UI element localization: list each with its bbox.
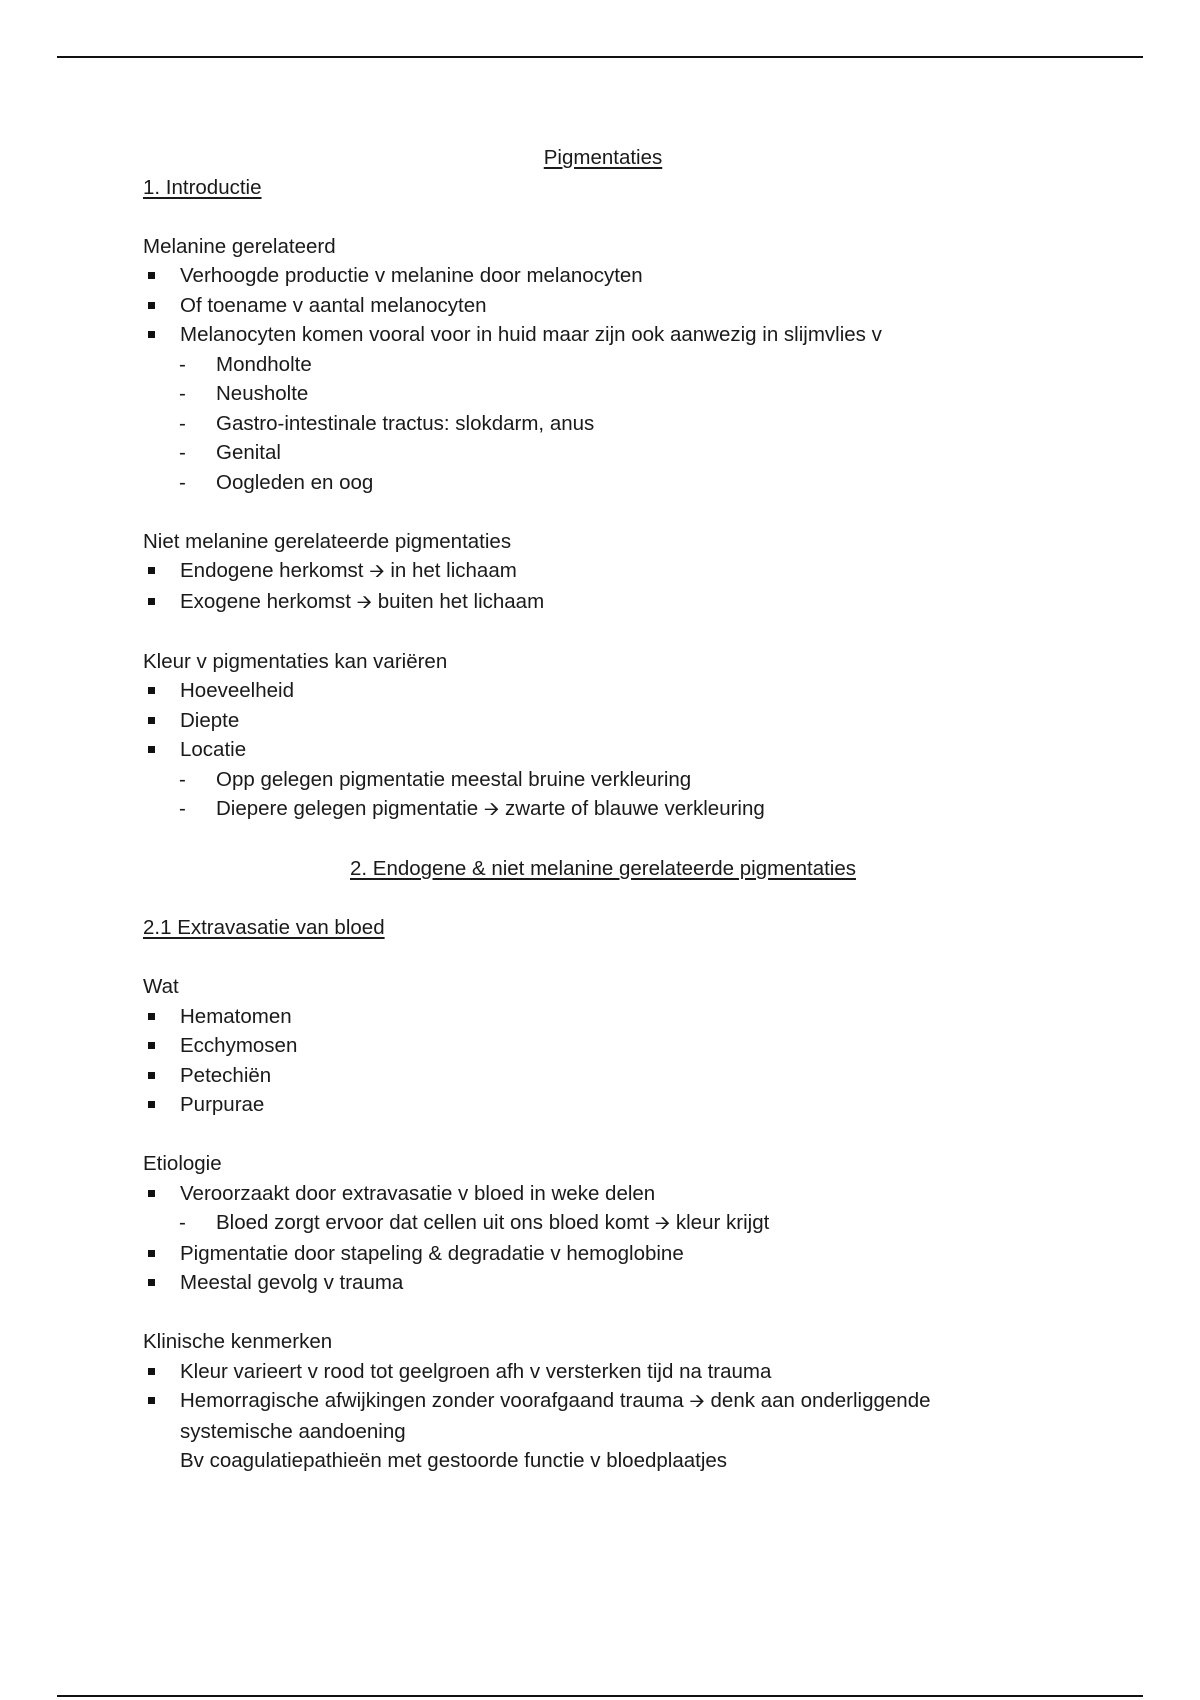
header-rule — [57, 56, 1143, 58]
sub-list-item-text: Gastro-intestinale tractus: slokdarm, anus — [216, 411, 595, 435]
list-item: Veroorzaakt door extravasatie v bloed in weke delen — [143, 1179, 1063, 1209]
sub-list-item-text: Oogleden en oog — [216, 470, 374, 494]
sub-list-item-text: Neusholte — [216, 382, 309, 405]
list-item-text: Exogene herkomst — [180, 589, 351, 613]
list-item: Purpurae — [143, 1090, 1063, 1120]
paragraph-label: Melanine gerelateerd — [143, 234, 336, 258]
document-title — [143, 143, 1063, 173]
arrow-icon: 🡪 — [356, 590, 373, 613]
list-item-text: denk aan onderliggende — [710, 1389, 931, 1412]
list-item-text: Hemorragische afwijkingen zonder voorafgaand trauma — [180, 1389, 684, 1412]
sub-list-item: - Bloed zorgt ervoor dat cellen uit ons bloed komt 🡪 kleur krijgt — [179, 1211, 770, 1234]
paragraph-label: Kleur v pigmentaties kan variëren — [143, 649, 448, 673]
sub-list-item: - Diepere gelegen pigmentatie 🡪 zwarte of blauwe verkleuring — [179, 797, 765, 820]
section-heading-intro — [143, 173, 1063, 203]
sub-list-item-text: Genital — [216, 441, 281, 464]
footer-rule — [57, 1695, 1143, 1697]
paragraph-label: Wat — [143, 975, 179, 998]
section-heading-endogene-text: 2. Endogene & niet melanine gerelateerde pigmentaties — [349, 857, 856, 880]
section-heading-intro-text: 1. Introductie — [143, 175, 262, 199]
spacer — [143, 617, 1063, 647]
spacer — [143, 1298, 1063, 1328]
list-item-text: Endogene herkomst — [180, 559, 364, 582]
list-item — [143, 587, 1063, 618]
list-item: Kleur varieert v rood tot geelgroen afh v versterken tijd na trauma — [143, 1357, 1063, 1387]
sub-list-item-text: zwarte of blauwe verkleuring — [504, 797, 765, 820]
list-item — [143, 1386, 1063, 1417]
list-item — [143, 556, 1063, 587]
sub-list-item: - Opp gelegen pigmentatie meestal bruine verkleuring — [179, 767, 692, 791]
sub-list-item: - Neusholte — [179, 382, 309, 405]
list-item-continuation: Bv coagulatiepathieën met gestoorde functie v bloedplaatjes — [180, 1449, 728, 1472]
sub-list-item: - Gastro-intestinale tractus: slokdarm, anus — [179, 411, 595, 435]
document-body — [143, 143, 1063, 1476]
paragraph-label: Niet melanine gerelateerde pigmentaties — [143, 529, 512, 553]
spacer — [143, 202, 1063, 232]
spacer — [143, 497, 1063, 527]
subsection-heading — [143, 913, 1063, 943]
list-item-text: buiten het lichaam — [377, 589, 545, 613]
spacer — [143, 1120, 1063, 1150]
document-title-text: Pigmentaties — [543, 146, 663, 169]
list-item: Ecchymosen — [143, 1031, 1063, 1061]
list-item: Diepte — [143, 706, 1063, 736]
sub-list-item: - Mondholte — [179, 352, 312, 376]
sub-list-item-text: Diepere gelegen pigmentatie — [216, 797, 479, 820]
spacer — [143, 825, 1063, 855]
sub-list-item: - Oogleden en oog — [179, 470, 374, 494]
arrow-icon: 🡪 — [369, 560, 385, 582]
sub-list-item: - Genital — [179, 441, 281, 464]
sub-list-item-text: kleur krijgt — [675, 1211, 770, 1234]
arrow-icon: 🡪 — [689, 1390, 705, 1412]
list-item-continuation: systemische aandoening — [180, 1419, 406, 1443]
arrow-icon: 🡪 — [483, 798, 500, 820]
sub-list-item-text: Bloed zorgt ervoor dat cellen uit ons bloed komt — [216, 1211, 650, 1234]
list-item: Pigmentatie door stapeling & degradatie v hemoglobine — [143, 1239, 1063, 1269]
sub-list-item-text: Mondholte — [216, 352, 312, 376]
list-item: Locatie — [143, 735, 1063, 765]
spacer — [143, 943, 1063, 973]
list-item: Hematomen — [143, 1002, 1063, 1032]
arrow-icon: 🡪 — [654, 1212, 671, 1234]
list-item: Hoeveelheid — [143, 676, 1063, 706]
spacer — [143, 884, 1063, 914]
paragraph-label: Klinische kenmerken — [143, 1330, 333, 1353]
subsection-heading-text: 2.1 Extravasatie van bloed — [143, 916, 385, 939]
paragraph-label: Etiologie — [143, 1152, 222, 1175]
list-item: Petechiën — [143, 1061, 1063, 1091]
list-item: Meestal gevolg v trauma — [143, 1268, 1063, 1298]
list-item: Verhoogde productie v melanine door melanocyten — [143, 261, 1063, 291]
section-heading-endogene — [143, 854, 1063, 884]
list-item: Melanocyten komen vooral voor in huid maar zijn ook aanwezig in slijmvlies v — [143, 320, 1063, 350]
list-item: Of toename v aantal melanocyten — [143, 291, 1063, 321]
sub-list-item-text: Opp gelegen pigmentatie meestal bruine verkleuring — [216, 767, 692, 791]
list-item-text: in het lichaam — [390, 559, 517, 582]
